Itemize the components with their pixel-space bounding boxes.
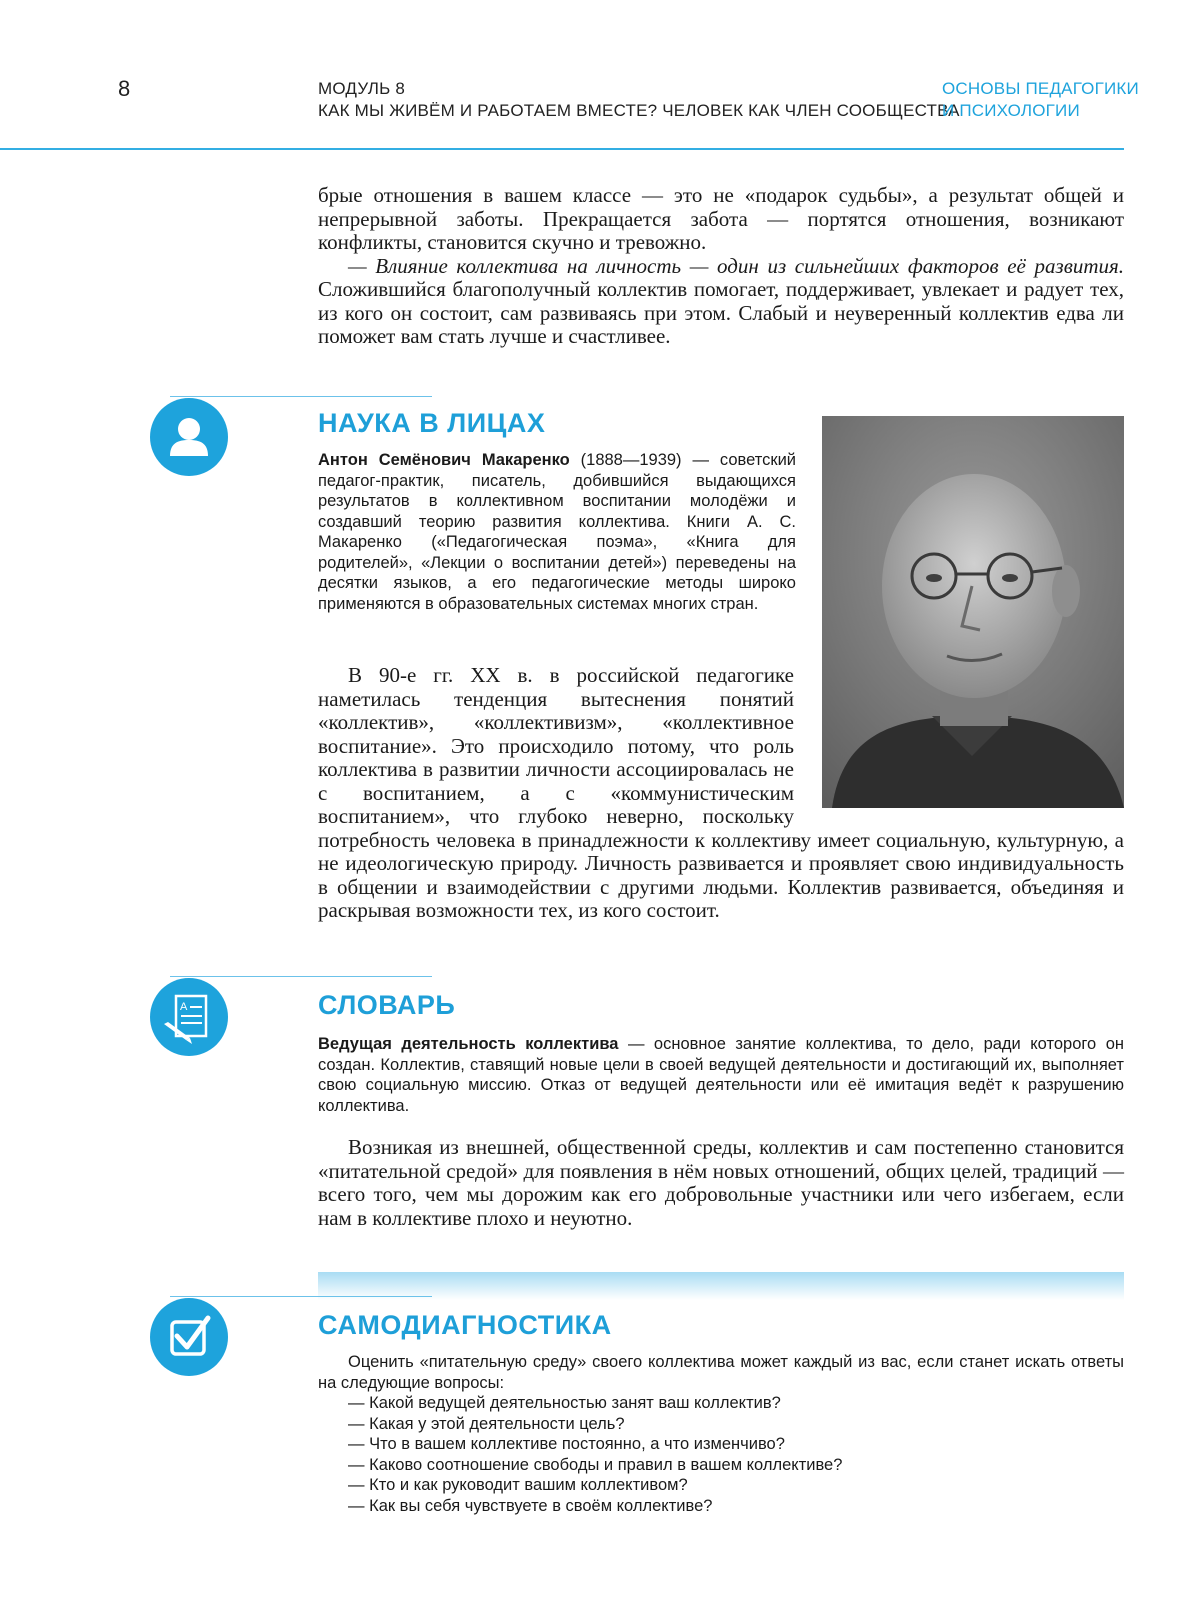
dictionary-entry — [318, 1034, 1124, 1116]
question-item: — Что в вашем коллективе постоянно, а что изменчиво? — [348, 1435, 785, 1453]
question-item: — Как вы себя чувствуете в своём коллективе? — [348, 1496, 713, 1515]
question-item: — Каково соотношение свободы и правил в вашем коллективе? — [348, 1455, 843, 1474]
science-section-rule — [170, 396, 432, 397]
module-title: КАК МЫ ЖИВЁМ И РАБОТАЕМ ВМЕСТЕ? ЧЕЛОВЕК КАК ЧЛЕН СООБЩЕСТВА — [318, 101, 960, 120]
question-item: — Какой ведущей деятельностью занят ваш коллектив? — [348, 1394, 781, 1412]
intro-paragraph-1: брые отношения в вашем классе — это не «подарок судьбы», а результат общей и непрерывной заботы. Прекращается забота — портятся отношения, возникают конфликты, становится скучно и тревожно. — [318, 183, 1124, 254]
question-item: — Какая у этой деятельности цель? — [348, 1414, 625, 1433]
person-icon — [150, 398, 228, 476]
header-divider — [0, 148, 1124, 150]
selfdiag-questions — [318, 1393, 1124, 1516]
intro-text — [318, 184, 1124, 349]
checkbox-icon — [150, 1298, 228, 1376]
section-gradient-band — [318, 1272, 1124, 1300]
dictionary-definition: — основное занятие коллектива, то дело, ради которого он создан. Коллектив, ставящий новые цели в своей ведущей деятельности и достигающий их, выполняет свою социальную миссию. Отказ от ведущей деятельности или её имитация ведёт к разрушению коллектива. — [318, 1035, 1124, 1115]
selfdiag-content — [318, 1352, 1124, 1516]
intro-italic: — Влияние коллектива на личность — один из сильнейших факторов её развития. — [348, 253, 1124, 278]
body-text-2 — [318, 1136, 1124, 1230]
subject-heading — [942, 78, 1139, 122]
selfdiag-section-title: САМОДИАГНОСТИКА — [318, 1310, 612, 1340]
module-label: МОДУЛЬ 8 — [318, 79, 406, 98]
module-heading — [318, 78, 960, 122]
scientist-name: Антон Семёнович Макаренко — [318, 451, 570, 469]
selfdiag-intro: Оценить «питательную среду» своего коллектива может каждый из вас, если станет искать ответы на следующие вопросы: — [318, 1353, 1124, 1392]
photo-float-shim — [794, 664, 1124, 812]
subject-line-1: ОСНОВЫ ПЕДАГОГИКИ — [942, 79, 1139, 98]
dictionary-section-rule — [170, 976, 432, 977]
document-pencil-icon — [150, 978, 228, 1056]
page-number: 8 — [118, 76, 131, 101]
dictionary-term: Ведущая деятельность коллектива — [318, 1035, 619, 1053]
svg-text:A: A — [180, 1001, 188, 1013]
question-item: — Кто и как руководит вашим коллективом? — [348, 1476, 688, 1494]
intro-paragraph-2-rest: Сложившийся благополучный коллектив помогает, поддерживает, увлекает и радует тех, из кого он состоит, сам развиваясь при этом. Слабый и неуверенный коллектив едва ли поможет вам стать лучше и счастливее. — [318, 277, 1124, 348]
body-paragraph-1: В 90-е гг. XX в. в российской педагогике наметилась тенденция вытеснения понятий «коллектив», «коллективизм», «коллективное воспитание». Это происходило потому, что роль коллектива в развитии личности ассоциировалась не с воспитанием, а с «коммунистическим воспитанием», что глубоко неверно, поскольку потребность человека в принадлежности к коллективу имеет социальную, культурную, а не идеологическую природу. Личность развивается и проявляет свою индивидуальность в общении и взаимодействии с другими людьми. Коллектив развивается, объединяя и раскрывая возможности тех, из кого состоит. — [318, 663, 1124, 922]
dictionary-section-title: СЛОВАРЬ — [318, 990, 456, 1020]
selfdiag-section-rule — [170, 1296, 432, 1297]
intro-paragraph-2 — [318, 255, 1124, 349]
body-text-1 — [318, 664, 1124, 923]
subject-line-2: И ПСИХОЛОГИИ — [942, 101, 1080, 120]
science-section-title: НАУКА В ЛИЦАХ — [318, 408, 546, 438]
scientist-bio: (1888—1939) — советский педагог-практик, писатель, добившийся выдающихся результатов в коллективном воспитании молодёжи и создавший теорию развития коллектива. Книги А. С. Макаренко («Педагогическая поэма», «Книга для родителей», «Лекции о воспитании детей») переведены на десятки языков, а его педагогические методы широко применяются в образовательных системах многих стран. — [318, 451, 796, 613]
body-paragraph-2: Возникая из внешней, общественной среды, коллектив и сам постепенно становится «питательной средой» для появления в нём новых отношений, общих целей, традиций — всего того, чем мы дорожим как его добровольные участники или чего избегаем, если нам в коллективе плохо и неуютно. — [318, 1135, 1124, 1230]
science-bio — [318, 450, 796, 614]
